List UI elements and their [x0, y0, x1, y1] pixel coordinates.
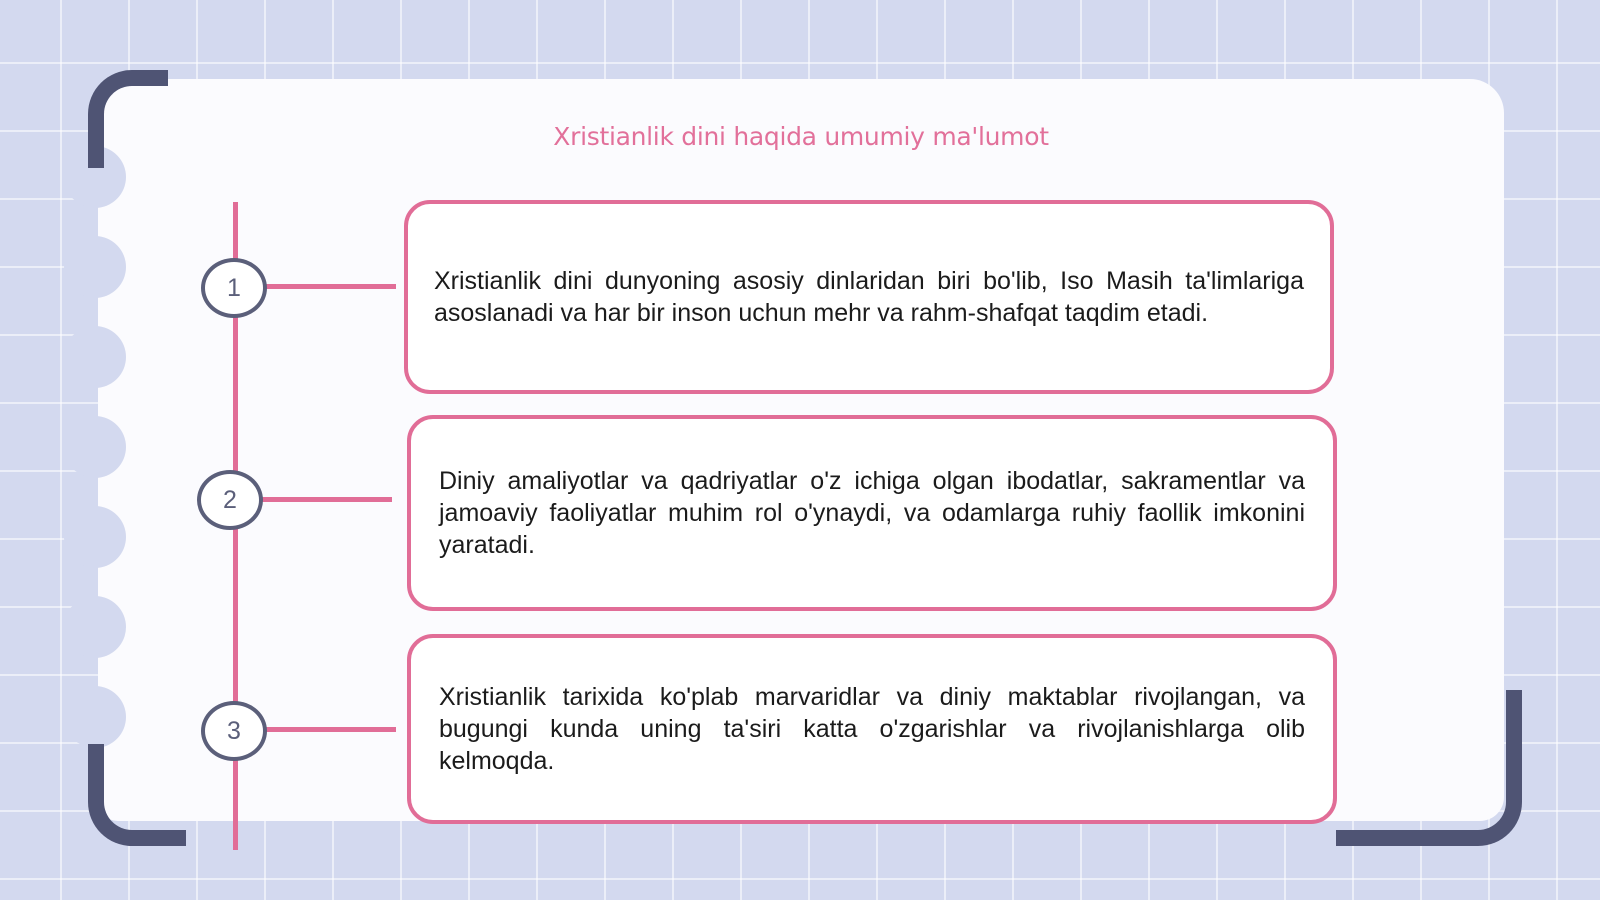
corner-bracket-top-left — [88, 70, 168, 168]
corner-bracket-bottom-left — [88, 744, 186, 846]
step-text: Xristianlik tarixida ko'plab marvaridlar va diniy maktablar rivojlangan, va bugungi kunda uning ta'siri katta o'zgarishlar va rivojlanishlarga olib kelmoqda. — [439, 683, 1305, 775]
page-title: Xristianlik dini haqida umumiy ma'lumot — [553, 122, 1049, 151]
step-text: Diniy amaliyotlar va qadriyatlar o'z ichiga olgan ibodatlar, sakramentlar va jamoaviy faoliyatlar muhim rol o'ynaydi, va odamlarga ruhiy faollik imkonini yaratadi. — [439, 467, 1305, 559]
binder-notch — [64, 326, 126, 388]
step-number-badge: 2 — [197, 470, 263, 530]
binder-notch — [64, 416, 126, 478]
step-text: Xristianlik dini dunyoning asosiy dinlaridan biri bo'lib, Iso Masih ta'limlariga asoslanadi va har bir inson uchun mehr va rahm-shafqat taqdim etadi. — [434, 267, 1304, 327]
binder-notch — [64, 506, 126, 568]
step-number-badge: 1 — [201, 258, 267, 318]
corner-bracket-bottom-right — [1336, 690, 1522, 846]
step-number-badge: 3 — [201, 701, 267, 761]
timeline-connector — [266, 727, 396, 732]
binder-notch — [64, 236, 126, 298]
step-card — [407, 634, 1337, 824]
binder-notch — [64, 596, 126, 658]
step-card — [407, 415, 1337, 611]
step-card — [404, 200, 1334, 394]
binder-notch — [64, 686, 126, 748]
timeline-connector — [266, 284, 396, 289]
timeline-connector — [262, 497, 392, 502]
